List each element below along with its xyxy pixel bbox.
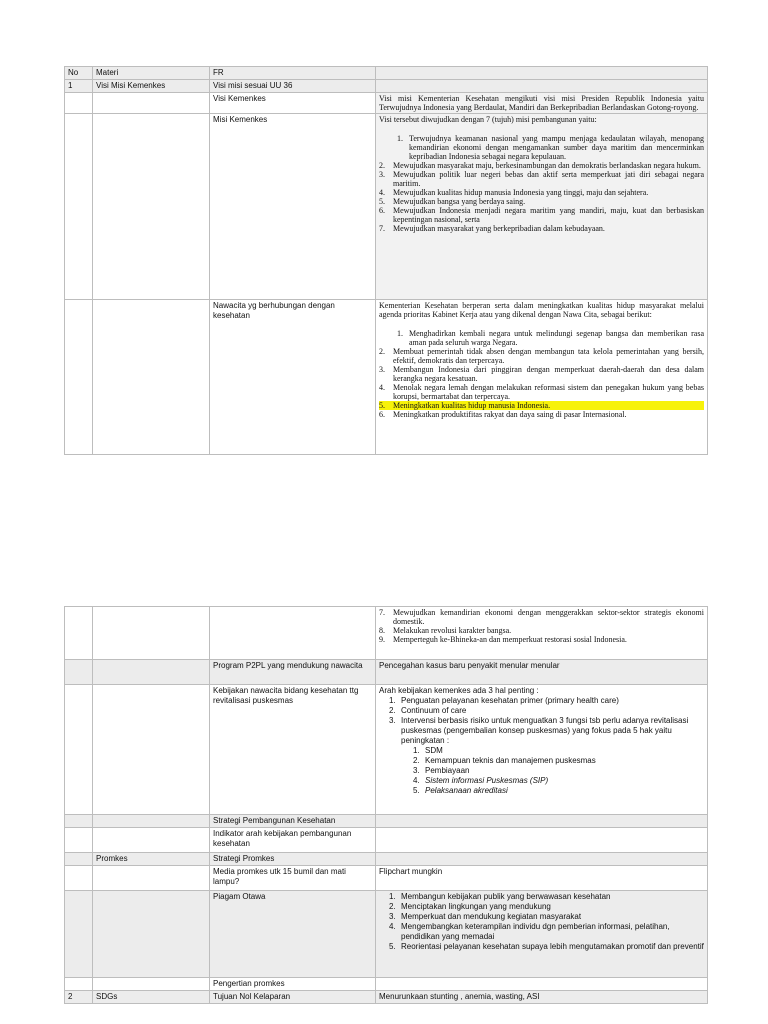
list-item: 1. Membangun kebijakan publik yang berwawasan kesehatan	[389, 892, 611, 901]
table-row	[65, 685, 708, 815]
list-item: 2. Kemampuan teknis dan manajemen puskesmas	[413, 756, 596, 765]
list-item: 2. Membuat pemerintah tidak absen dengan membangun tata kelola pemerintahan yang bersih, efektif, demokratis dan terpercaya.	[379, 347, 704, 365]
nawacita-list	[379, 329, 704, 419]
misi-list	[379, 134, 704, 233]
sdgs-materi: SDGs	[93, 991, 210, 1004]
p2pl-label: Program P2PL yang mendukung nawacita	[210, 660, 376, 685]
list-item: 5. Mewujudkan bangsa yang berdaya saing.	[379, 197, 526, 206]
media-label: Media promkes utk 15 bumil dan mati lampu?	[210, 866, 376, 891]
table-row	[65, 891, 708, 978]
promkes-materi: Promkes	[93, 853, 210, 866]
kebijakan-intro: Arah kebijakan kemenkes ada 3 hal penting :	[379, 686, 539, 695]
table-row	[65, 991, 708, 1004]
list-item: 1. SDM	[413, 746, 443, 755]
list-item: 7. Mewujudkan masyarakat yang berkepribadian dalam kebudayaan.	[379, 224, 605, 233]
strategi-promkes-label: Strategi Promkes	[210, 853, 376, 866]
table-row	[65, 853, 708, 866]
list-item: 4. Menolak negara lemah dengan melakukan reformasi sistem dan penegakan hukum yang bebas korupsi, bermartabat dan terpercaya.	[379, 383, 704, 401]
list-item: 4. Sistem informasi Puskesmas (SIP)	[413, 776, 549, 785]
table-row	[65, 300, 708, 455]
media-value: Flipchart mungkin	[376, 866, 708, 891]
piagam-cell	[376, 891, 708, 978]
header-blank	[376, 67, 708, 80]
misi-intro: Visi tersebut diwujudkan dengan 7 (tujuh) misi pembangunan yaitu:	[379, 115, 597, 124]
table-program-kesehatan	[64, 606, 708, 1004]
sdgs-no: 2	[65, 991, 93, 1004]
visi-label: Visi Kemenkes	[210, 93, 376, 114]
p2pl-value: Pencegahan kasus baru penyakit menular menular	[376, 660, 708, 685]
table-row	[65, 660, 708, 685]
table-header-row	[65, 67, 708, 80]
header-materi: Materi	[93, 67, 210, 80]
table-row	[65, 866, 708, 891]
sdgs-value: Menurunkaan stunting , anemia, wasting, ASI	[376, 991, 708, 1004]
kebijakan-list	[379, 696, 704, 746]
list-item: 4. Mewujudkan kualitas hidup manusia Indonesia yang tinggi, maju dan sejahtera.	[379, 188, 649, 197]
indikator-label: Indikator arah kebijakan pembangunan kesehatan	[210, 828, 376, 853]
strategi-pembangunan-label: Strategi Pembangunan Kesehatan	[210, 815, 376, 828]
list-item: 1. Terwujudnya keamanan nasional yang mampu menjaga kedaulatan wilayah, menopang kemandirian ekonomi dengan mengamankan sumber daya maritim dan mencerminkan kepribadian Indonesia sebagai negara kepulauan.	[397, 134, 704, 161]
table-row	[65, 828, 708, 853]
table-row	[65, 978, 708, 991]
list-item: 5. Pelaksanaan akreditasi	[413, 786, 508, 795]
list-item: 7. Mewujudkan kemandirian ekonomi dengan menggerakkan sektor-sektor strategis ekonomi domestik.	[379, 608, 704, 626]
pengertian-label: Pengertian promkes	[210, 978, 376, 991]
cell-materi: Visi Misi Kemenkes	[93, 80, 210, 93]
list-item: 2. Mewujudkan masyarakat maju, berkesinambungan dan demokratis berlandaskan negara hukum.	[379, 161, 701, 170]
list-item: 3. Memperkuat dan mendukung kegiatan masyarakat	[389, 912, 582, 921]
sdgs-label: Tujuan Nol Kelaparan	[210, 991, 376, 1004]
list-item: 1. Penguatan pelayanan kesehatan primer (primary health care)	[389, 696, 619, 705]
list-item: 1. Menghadirkan kembali negara untuk melindungi segenap bangsa dan memberikan rasa aman pada seluruh warga Negara.	[397, 329, 704, 347]
list-item: 9. Memperteguh ke-Bhineka-an dan memperkuat restorasi sosial Indonesia.	[379, 635, 627, 644]
table-row	[65, 80, 708, 93]
piagam-label: Piagam Otawa	[210, 891, 376, 978]
header-no: No	[65, 67, 93, 80]
table-visi-misi	[64, 66, 708, 455]
kebijakan-sublist	[379, 746, 704, 796]
nawacita-label: Nawacita yg berhubungan dengan kesehatan	[210, 300, 376, 455]
table-row	[65, 815, 708, 828]
visi-text: Visi misi Kementerian Kesehatan mengikuti visi misi Presiden Republik Indonesia yaitu Terwujudnya Indonesia yang Berdaulat, Mandiri dan Berkepribadian Berlandaskan Gotong-royong.	[376, 93, 708, 114]
list-item: 3. Pembiayaan	[413, 766, 470, 775]
header-fr: FR	[210, 67, 376, 80]
misi-cell	[376, 114, 708, 300]
list-item: 8. Melakukan revolusi karakter bangsa.	[379, 626, 512, 635]
list-item: 6. Mewujudkan Indonesia menjadi negara maritim yang mandiri, maju, kuat dan berbasiskan kepentingan nasional, serta	[379, 206, 704, 224]
list-item: 3. Intervensi berbasis risiko untuk menguatkan 3 fungsi tsb perlu adanya revitalisasi puskesmas (pengembalian konsep puskesmas) yang fokus pada 5 hak yaitu peningkatan :	[389, 716, 689, 745]
list-item: 6. Meningkatkan produktifitas rakyat dan daya saing di pasar Internasional.	[379, 410, 627, 419]
list-item: 2. Continuum of care	[389, 706, 467, 715]
misi-label: Misi Kemenkes	[210, 114, 376, 300]
table-row	[65, 93, 708, 114]
list-item-highlighted: 5. Meningkatkan kualitas hidup manusia Indonesia.	[379, 401, 704, 410]
piagam-list	[379, 892, 704, 952]
list-item: 5. Reorientasi pelayanan kesehatan supaya lebih mengutamakan promotif dan preventif	[389, 942, 704, 951]
kebijakan-label: Kebijakan nawacita bidang kesehatan ttg revitalisasi puskesmas	[210, 685, 376, 815]
nawacita-cell	[376, 300, 708, 455]
list-item: 3. Mewujudkan politik luar negeri bebas dan aktif serta memperkuat jati diri sebagai negara maritim.	[379, 170, 704, 188]
nawacita-cont-list	[379, 608, 704, 644]
list-item: 4. Mengembangkan keterampilan individu dgn pemberian informasi, pelatihan, pendidikan yang memadai	[389, 922, 670, 941]
table-row	[65, 114, 708, 300]
list-item: 2. Menciptakan lingkungan yang mendukung	[389, 902, 551, 911]
list-item: 3. Membangun Indonesia dari pinggiran dengan memperkuat daerah-daerah dan desa dalam kerangka negara kesatuan.	[379, 365, 704, 383]
nawacita-cont-cell	[376, 607, 708, 660]
cell-fr: Visi misi sesuai UU 36	[210, 80, 376, 93]
table-row	[65, 607, 708, 660]
kebijakan-cell	[376, 685, 708, 815]
cell-no: 1	[65, 80, 93, 93]
nawacita-intro: Kementerian Kesehatan berperan serta dalam meningkatkan kualitas hidup masyarakat melalui agenda prioritas Kabinet Kerja atau yang dikenal dengan Nawa Cita, sebagai berikut:	[379, 301, 704, 319]
